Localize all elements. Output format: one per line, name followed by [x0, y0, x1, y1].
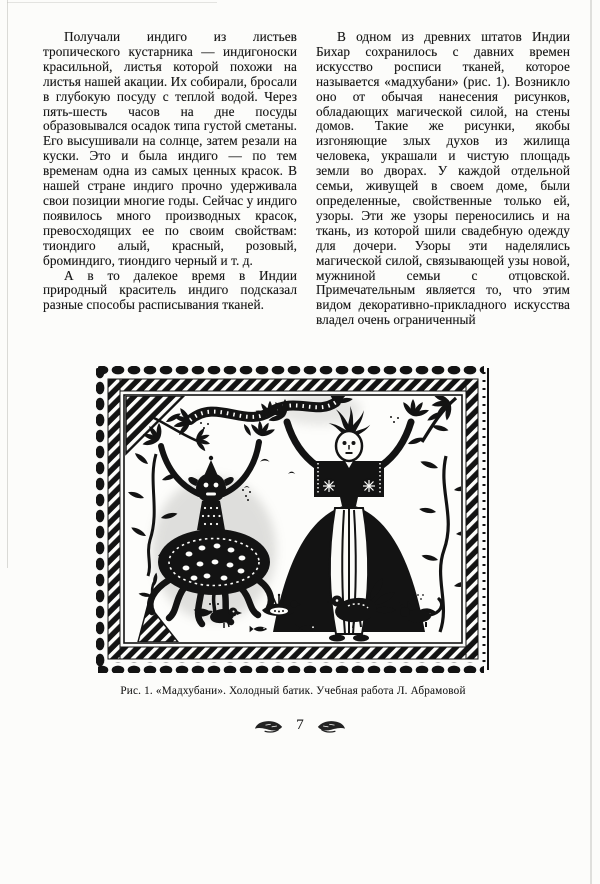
text-columns — [43, 30, 570, 328]
figure-caption: Рис. 1. «Мадхубани». Холодный батик. Учебная работа Л. Абрамовой — [120, 685, 466, 697]
page-number: 7 — [296, 717, 304, 733]
scan-edge-top — [7, 2, 217, 3]
fleuron-left-icon — [254, 719, 284, 733]
madhubani-illustration — [94, 364, 492, 676]
right-column — [316, 30, 570, 328]
page-footer — [0, 717, 600, 734]
left-column — [43, 30, 297, 328]
paragraph-indigo: Получали индиго из листьев тропического кустарника — индигоноски красильной, листья которой похожи на листья нашей акации. Их собирали, бросали в глубокую посуду с теплой водой. Через пять-шесть часов на дне посуды образовывался осадок типа густой сметаны. Его высушивали на солнце, затем резали на куски. Это и была индиго — по тем временам одна из самых ценных красок. В нашей стране индиго прочно удерживала свои позиции многие годы. Сейчас у индиго появилось много производных красок, превосходящих ее по своим свойствам: тиондиго алый, красный, розовый, броминдиго, тиондиго черный и т. д. — [43, 29, 297, 268]
paragraph-madhubani: В одном из древних штатов Индии Бихар сохранилось с давних времен искусство росписи тканей, которое называется «мадхубани» (рис. 1). Возникло оно от обычая нанесения рисунков, обладающих магической силой, на стены домов. Такие же рисунки, якобы изгоняющие злых духов из жилища человека, украшали и чистую площадь земли во дворах. У каждой отдельной семьи, живущей в своем доме, были определенные, свойственные только ей, узоры. Эти же узоры переносились и на ткань, из которой шили свадебную одежду для дочери. Узоры эти наделялись магической силой, связывающей узы новой, мужниной семьи с отцовской. Примечательным является то, что этим видом декоративно-прикладного искусства владел очень ограниченный — [316, 29, 570, 328]
fleuron-right-icon — [316, 719, 346, 733]
scan-edge-right — [590, 0, 592, 884]
scan-edge-left — [7, 0, 8, 568]
paragraph-india-intro: А в то далекое время в Индии природный краситель индиго подсказал разные способы расписывания тканей. — [43, 267, 297, 313]
figure-1 — [94, 364, 492, 697]
